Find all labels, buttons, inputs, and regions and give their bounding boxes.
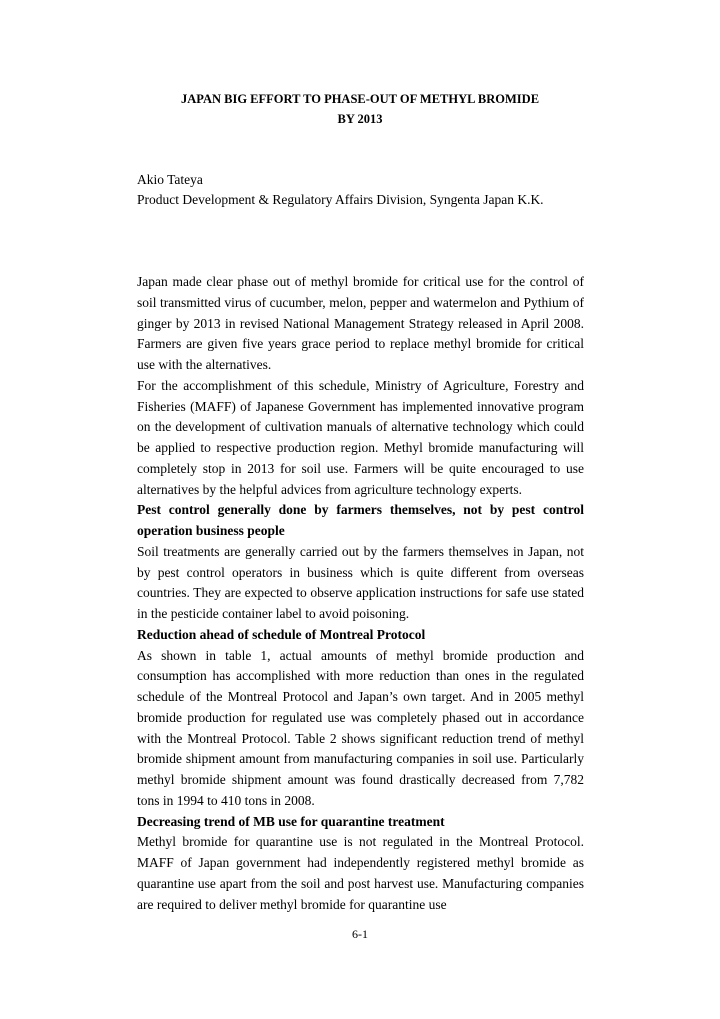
section-heading-reduction: Reduction ahead of schedule of Montreal Protocol — [137, 626, 426, 642]
paragraph-quarantine: Methyl bromide for quarantine use is not regulated in the Montreal Protocol. MAFF of Japan government had independently registered methyl bromide as quarantine use apart from the soil and post harvest use. Manufacturing companies are required to deliver methyl bromide for quarantine use — [137, 834, 584, 912]
author-name: Akio Tateya — [137, 172, 203, 187]
section-heading-pest-control: Pest control generally done by farmers themselves, not by pest control operation business people — [137, 502, 584, 538]
section-heading-quarantine: Decreasing trend of MB use for quarantine treatment — [137, 813, 445, 829]
paragraph-intro: Japan made clear phase out of methyl bromide for critical use for the control of soil transmitted virus of cucumber, melon, pepper and watermelon and Pythium of ginger by 2013 in revised National Management Strategy released in April 2008. Farmers are given five years grace period to replace methyl bromide for critical use with the alternatives. — [137, 274, 584, 372]
page-number: 6-1 — [352, 927, 368, 941]
body-text — [137, 272, 584, 915]
paragraph-reduction: As shown in table 1, actual amounts of methyl bromide production and consumption has accomplished with more reduction than ones in the regulated schedule of the Montreal Protocol and Japan’s own target. And in 2005 methyl bromide production for regulated use was completely phased out in accordance with the Montreal Protocol. Table 2 shows significant reduction trend of methyl bromide shipment amount from manufacturing companies in soil use. Particularly methyl bromide shipment amount was found drastically decreased from 7,782 tons in 1994 to 410 tons in 2008. — [137, 647, 584, 808]
paper-title-line-2: BY 2013 — [337, 112, 383, 126]
author-affiliation: Product Development & Regulatory Affairs Division, Syngenta Japan K.K. — [137, 192, 544, 207]
paragraph-maff-program: For the accomplishment of this schedule, Ministry of Agriculture, Forestry and Fisheries (MAFF) of Japanese Government has implemented innovative program on the development of cultivation manuals of alternative technology which could be applied to respective production region. Methyl bromide manufacturing will completely stop in 2013 for soil use. Farmers will be quite encouraged to use alternatives by the helpful advices from agriculture technology experts. — [137, 377, 584, 497]
paper-title-line-1: JAPAN BIG EFFORT TO PHASE-OUT OF METHYL BROMIDE — [180, 92, 540, 106]
paragraph-soil-treatments: Soil treatments are generally carried out by the farmers themselves in Japan, not by pest control operators in business which is quite different from overseas countries. They are expected to observe application instructions for safe use stated in the pesticide container label to avoid poisoning. — [137, 543, 584, 621]
